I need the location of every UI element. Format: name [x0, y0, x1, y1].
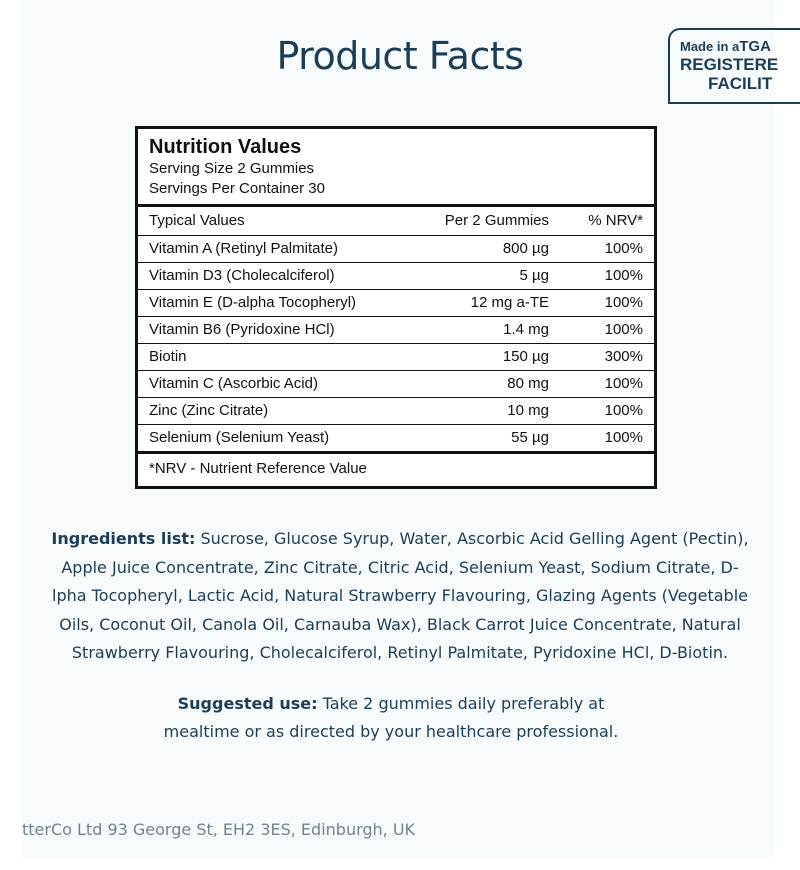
suggested-use-label: Suggested use: — [177, 694, 318, 713]
nutrient-nrv: 100% — [604, 321, 643, 338]
table-row — [138, 344, 654, 371]
nutrient-amount: 12 mg a-TE — [470, 294, 549, 311]
ingredients-label: Ingredients list: — [51, 529, 196, 548]
ingredients-line: Strawberry Flavouring, Cholecalciferol, Retinyl Palmitate, Pyridoxine HCl, D-Biotin. — [71, 643, 729, 662]
badge-prefix: Made in a — [680, 39, 740, 54]
nutrition-header — [138, 129, 654, 207]
ingredients-line: Apple Juice Concentrate, Zinc Citrate, Citric Acid, Selenium Yeast, Sodium Citrate, D- — [61, 557, 739, 577]
ingredients-list — [0, 525, 800, 668]
suggested-use-line: mealtime or as directed by your healthcare professional. — [163, 722, 619, 741]
table-row — [138, 398, 654, 425]
suggested-use-line — [0, 690, 782, 718]
nutrient-name: Biotin — [149, 348, 187, 365]
suggested-use — [0, 690, 782, 746]
nutrient-nrv: 100% — [604, 402, 643, 419]
nutrient-nrv: 100% — [604, 294, 643, 311]
table-row — [138, 263, 654, 290]
nutrient-name: Selenium (Selenium Yeast) — [149, 429, 330, 446]
badge-line-1 — [680, 38, 800, 55]
nutrient-nrv: 100% — [604, 240, 643, 257]
serving-size: Serving Size 2 Gummies — [149, 160, 315, 177]
servings-per-container: Servings Per Container 30 — [149, 180, 325, 197]
page-title: Product Facts — [276, 34, 524, 78]
company-address: tterCo Ltd 93 George St, EH2 3ES, Edinburgh, UK — [22, 820, 416, 839]
ingredients-line: Oils, Coconut Oil, Canola Oil, Carnauba Wax), Black Carrot Juice Concentrate, Natural — [59, 614, 741, 634]
ingredients-line: lpha Tocopheryl, Lactic Acid, Natural Strawberry Flavouring, Glazing Agents (Vegetable — [52, 586, 748, 605]
nutrient-nrv: 100% — [604, 267, 643, 284]
nrv-footnote: *NRV - Nutrient Reference Value — [149, 460, 367, 477]
nutrient-name: Vitamin B6 (Pyridoxine HCl) — [149, 321, 335, 338]
ingredients-line — [0, 525, 800, 554]
nutrient-name: Vitamin E (D-alpha Tocopheryl) — [149, 294, 357, 311]
column-header: Per 2 Gummies — [444, 212, 549, 229]
tga-badge — [668, 28, 800, 104]
suggested-use-text: Take 2 gummies daily preferably at — [317, 694, 605, 713]
nutrient-name: Vitamin A (Retinyl Palmitate) — [149, 240, 338, 257]
nutrient-amount: 150 µg — [502, 348, 549, 365]
nutrient-name: Zinc (Zinc Citrate) — [149, 402, 269, 419]
nutrient-amount: 10 mg — [507, 402, 549, 419]
column-header: Typical Values — [149, 212, 245, 229]
nutrient-amount: 1.4 mg — [503, 321, 549, 338]
table-row — [138, 236, 654, 263]
nutrition-heading: Nutrition Values — [149, 136, 302, 158]
table-row — [138, 290, 654, 317]
nutrient-nrv: 300% — [604, 348, 643, 365]
nutrition-table — [135, 126, 657, 489]
table-row — [138, 425, 654, 454]
nutrient-amount: 5 µg — [519, 267, 549, 284]
nutrient-nrv: 100% — [604, 375, 643, 392]
nutrient-amount: 80 mg — [507, 375, 549, 392]
table-row — [138, 371, 654, 398]
nutrient-name: Vitamin D3 (Cholecalciferol) — [149, 267, 335, 284]
table-row — [138, 317, 654, 344]
nutrient-nrv: 100% — [604, 429, 643, 446]
nutrient-name: Vitamin C (Ascorbic Acid) — [149, 375, 318, 392]
ingredients-text: Sucrose, Glucose Syrup, Water, Ascorbic Acid Gelling Agent (Pectin), — [195, 529, 749, 548]
badge-brand: TGA — [739, 38, 771, 55]
column-header-row — [138, 207, 654, 236]
column-header: % NRV* — [588, 212, 643, 229]
nutrient-amount: 800 µg — [502, 240, 549, 257]
badge-line-3: FACILIT — [708, 74, 773, 93]
badge-line-2: REGISTERE — [680, 55, 779, 74]
nutrient-amount: 55 µg — [511, 429, 549, 446]
